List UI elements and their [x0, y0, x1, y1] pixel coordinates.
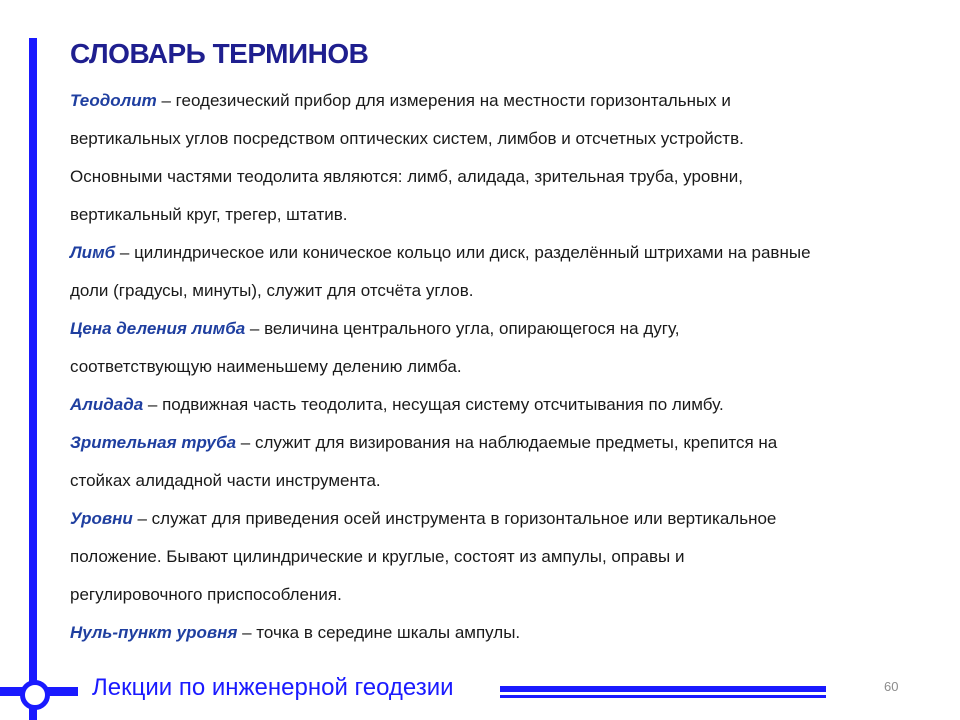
- glossary-entry-telescope: [70, 424, 900, 500]
- entry-line: регулировочного приспособления.: [70, 585, 342, 604]
- glossary-content: [70, 82, 900, 652]
- entry-text: – точка в середине шкалы ампулы.: [237, 623, 521, 642]
- entry-term: Нуль-пункт уровня: [70, 623, 238, 642]
- entry-text: – геодезический прибор для измерения на местности горизонтальных и: [156, 91, 731, 110]
- entry-text: – цилиндрическое или коническое кольцо или диск, разделённый штрихами на равные: [115, 243, 811, 262]
- glossary-entry-theodolite: [70, 82, 900, 234]
- entry-line: [70, 234, 900, 272]
- slide-title: СЛОВАРЬ ТЕРМИНОВ: [70, 38, 369, 69]
- entry-line: [70, 82, 900, 120]
- page-number: 60: [884, 679, 899, 694]
- entry-term: Зрительная труба: [70, 433, 237, 452]
- footer-double-line: [500, 686, 826, 698]
- glossary-entry-limb: [70, 234, 900, 310]
- entry-line: [70, 310, 900, 348]
- footer-thick-line: [500, 686, 826, 692]
- entry-term: Уровни: [70, 509, 133, 528]
- entry-line: стойках алидадной части инструмента.: [70, 471, 381, 490]
- footer-course-title: Лекции по инженерной геодезии: [92, 674, 454, 701]
- footer-ring-ornament: [20, 680, 50, 710]
- footer-thin-line: [500, 695, 826, 698]
- entry-line: [70, 614, 900, 652]
- entry-text: – величина центрального угла, опирающегося на дугу,: [245, 319, 680, 338]
- entry-line: [70, 500, 900, 538]
- entry-term: Теодолит: [70, 91, 157, 110]
- entry-line: доли (градусы, минуты), служит для отсчёта углов.: [70, 281, 474, 300]
- entry-text: – подвижная часть теодолита, несущая систему отсчитывания по лимбу.: [143, 395, 724, 414]
- entry-term: Лимб: [70, 243, 116, 262]
- entry-line: Основными частями теодолита являются: лимб, алидада, зрительная труба, уровни,: [70, 167, 744, 186]
- entry-text: – служат для приведения осей инструмента в горизонтальное или вертикальное: [132, 509, 777, 528]
- glossary-entry-levels: [70, 500, 900, 614]
- entry-line: [70, 424, 900, 462]
- glossary-entry-level-zero-point: [70, 614, 900, 652]
- entry-line: вертикальных углов посредством оптических систем, лимбов и отсчетных устройств.: [70, 129, 744, 148]
- left-accent-bar: [29, 38, 37, 720]
- entry-line: соответствующую наименьшему делению лимба.: [70, 357, 462, 376]
- entry-term: Алидада: [70, 395, 144, 414]
- entry-text: – служит для визирования на наблюдаемые предметы, крепится на: [236, 433, 778, 452]
- entry-line: [70, 386, 900, 424]
- entry-line: вертикальный круг, трегер, штатив.: [70, 205, 348, 224]
- entry-term: Цена деления лимба: [70, 319, 246, 338]
- glossary-entry-limb-division: [70, 310, 900, 386]
- entry-line: положение. Бывают цилиндрические и круглые, состоят из ампулы, оправы и: [70, 547, 685, 566]
- glossary-entry-alidade: [70, 386, 900, 424]
